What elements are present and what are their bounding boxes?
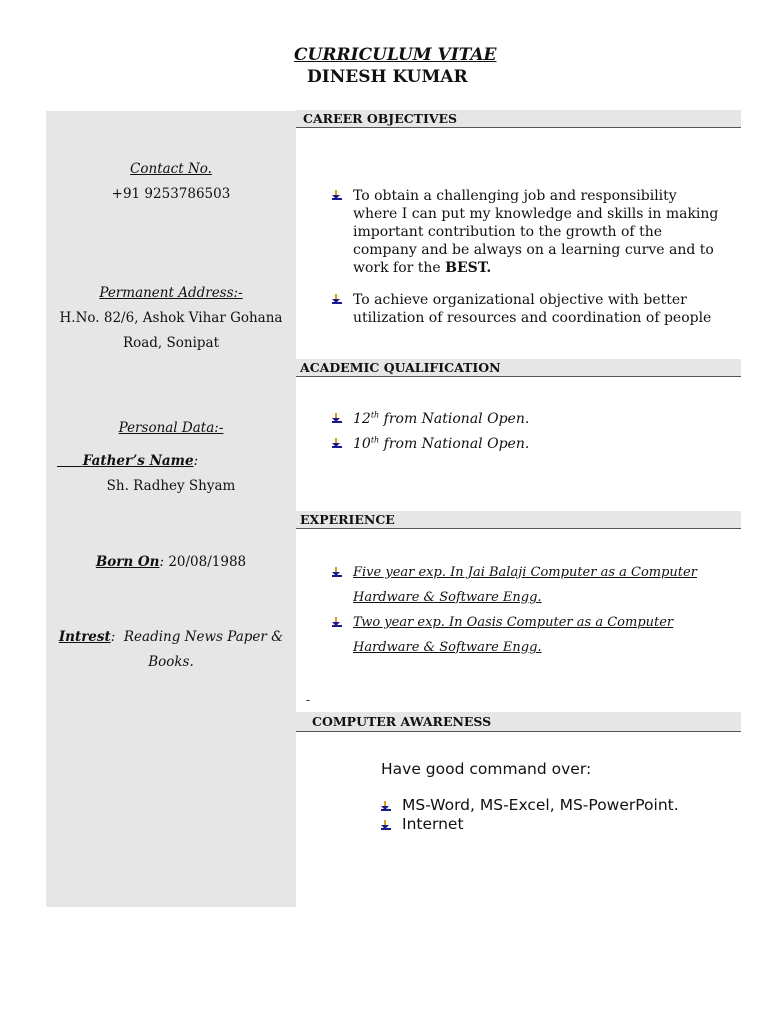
computer-skills-list bbox=[379, 796, 679, 834]
personal-data-label: Personal Data:- bbox=[118, 420, 224, 436]
list-item bbox=[330, 560, 733, 610]
contact-label: Contact No. bbox=[130, 161, 212, 177]
list-item bbox=[379, 815, 679, 834]
experience-text-1: Five year exp. In Jai Balaji Computer as a Computer Hardware & Software Engg. bbox=[353, 565, 697, 605]
objective-text-2: To achieve organizational objective with better utilization of resources and coordination of people bbox=[353, 292, 712, 326]
address-label: Permanent Address:- bbox=[99, 285, 243, 301]
list-item bbox=[330, 410, 529, 428]
arrow-bullet-icon bbox=[381, 801, 391, 811]
list-item bbox=[330, 291, 725, 327]
born-section bbox=[46, 550, 296, 575]
list-item bbox=[379, 796, 679, 815]
arrow-bullet-icon bbox=[332, 294, 342, 304]
contact-value: +91 9253786503 bbox=[111, 186, 231, 202]
computer-skill-1: MS-Word, MS-Excel, MS-PowerPoint. bbox=[402, 796, 679, 814]
objective-text-1: To obtain a challenging job and responsibility where I can put my knowledge and skills in making important contribution to the growth of the company and be always on a learning curve and to work for the bbox=[353, 188, 719, 276]
experience-text-2: Two year exp. In Oasis Computer as a Computer Hardware & Software Engg. bbox=[353, 615, 674, 655]
contact-section bbox=[46, 157, 296, 207]
academic-num: 12 bbox=[353, 411, 371, 427]
address-section bbox=[46, 281, 296, 356]
father-label-spacer bbox=[57, 453, 83, 469]
interest-label: Intrest bbox=[58, 629, 111, 645]
interest-colon: : bbox=[110, 629, 124, 645]
list-item bbox=[330, 435, 529, 453]
academic-rest: from National Open. bbox=[379, 411, 530, 427]
born-colon: : bbox=[159, 554, 169, 570]
computer-intro: Have good command over: bbox=[381, 760, 592, 778]
computer-skill-2: Internet bbox=[402, 815, 464, 833]
sidebar-panel bbox=[46, 111, 296, 907]
arrow-bullet-icon bbox=[332, 438, 342, 448]
document-title: CURRICULUM VITAE bbox=[294, 45, 497, 65]
computer-awareness-heading: COMPUTER AWARENESS bbox=[296, 712, 741, 732]
born-value: 20/08/1988 bbox=[168, 554, 247, 570]
arrow-bullet-icon bbox=[332, 567, 342, 577]
list-item bbox=[330, 610, 733, 660]
father-colon: : bbox=[193, 453, 199, 469]
address-line-2: Road, Sonipat bbox=[122, 335, 220, 351]
academic-sup: th bbox=[370, 410, 380, 420]
interest-value-line-2: Books. bbox=[148, 654, 194, 670]
academic-rest: from National Open. bbox=[379, 436, 530, 452]
candidate-name: DINESH KUMAR bbox=[307, 67, 468, 87]
arrow-bullet-icon bbox=[332, 617, 342, 627]
academic-num: 10 bbox=[353, 436, 371, 452]
father-value-row bbox=[46, 474, 296, 499]
career-objectives-heading: CAREER OBJECTIVES bbox=[296, 110, 741, 128]
father-label: Father’s Name bbox=[82, 453, 194, 469]
academic-heading: ACADEMIC QUALIFICATION bbox=[296, 359, 741, 377]
arrow-bullet-icon bbox=[332, 190, 342, 200]
born-label: Born On bbox=[95, 554, 160, 570]
trailing-dash: - bbox=[306, 693, 311, 707]
personal-section bbox=[46, 416, 296, 441]
experience-heading: EXPERIENCE bbox=[296, 511, 741, 529]
list-item bbox=[330, 187, 725, 277]
arrow-bullet-icon bbox=[381, 820, 391, 830]
father-value: Sh. Radhey Shyam bbox=[106, 478, 236, 494]
academic-list bbox=[330, 410, 529, 453]
objective-emphasis: BEST. bbox=[445, 260, 492, 276]
experience-list bbox=[330, 560, 733, 660]
arrow-bullet-icon bbox=[332, 413, 342, 423]
interest-section bbox=[46, 625, 296, 675]
academic-sup: th bbox=[370, 435, 380, 445]
career-objectives-list bbox=[330, 187, 725, 327]
father-section bbox=[57, 449, 296, 474]
interest-value-line-1: Reading News Paper & bbox=[123, 629, 284, 645]
address-line-1: H.No. 82/6, Ashok Vihar Gohana bbox=[59, 310, 283, 326]
